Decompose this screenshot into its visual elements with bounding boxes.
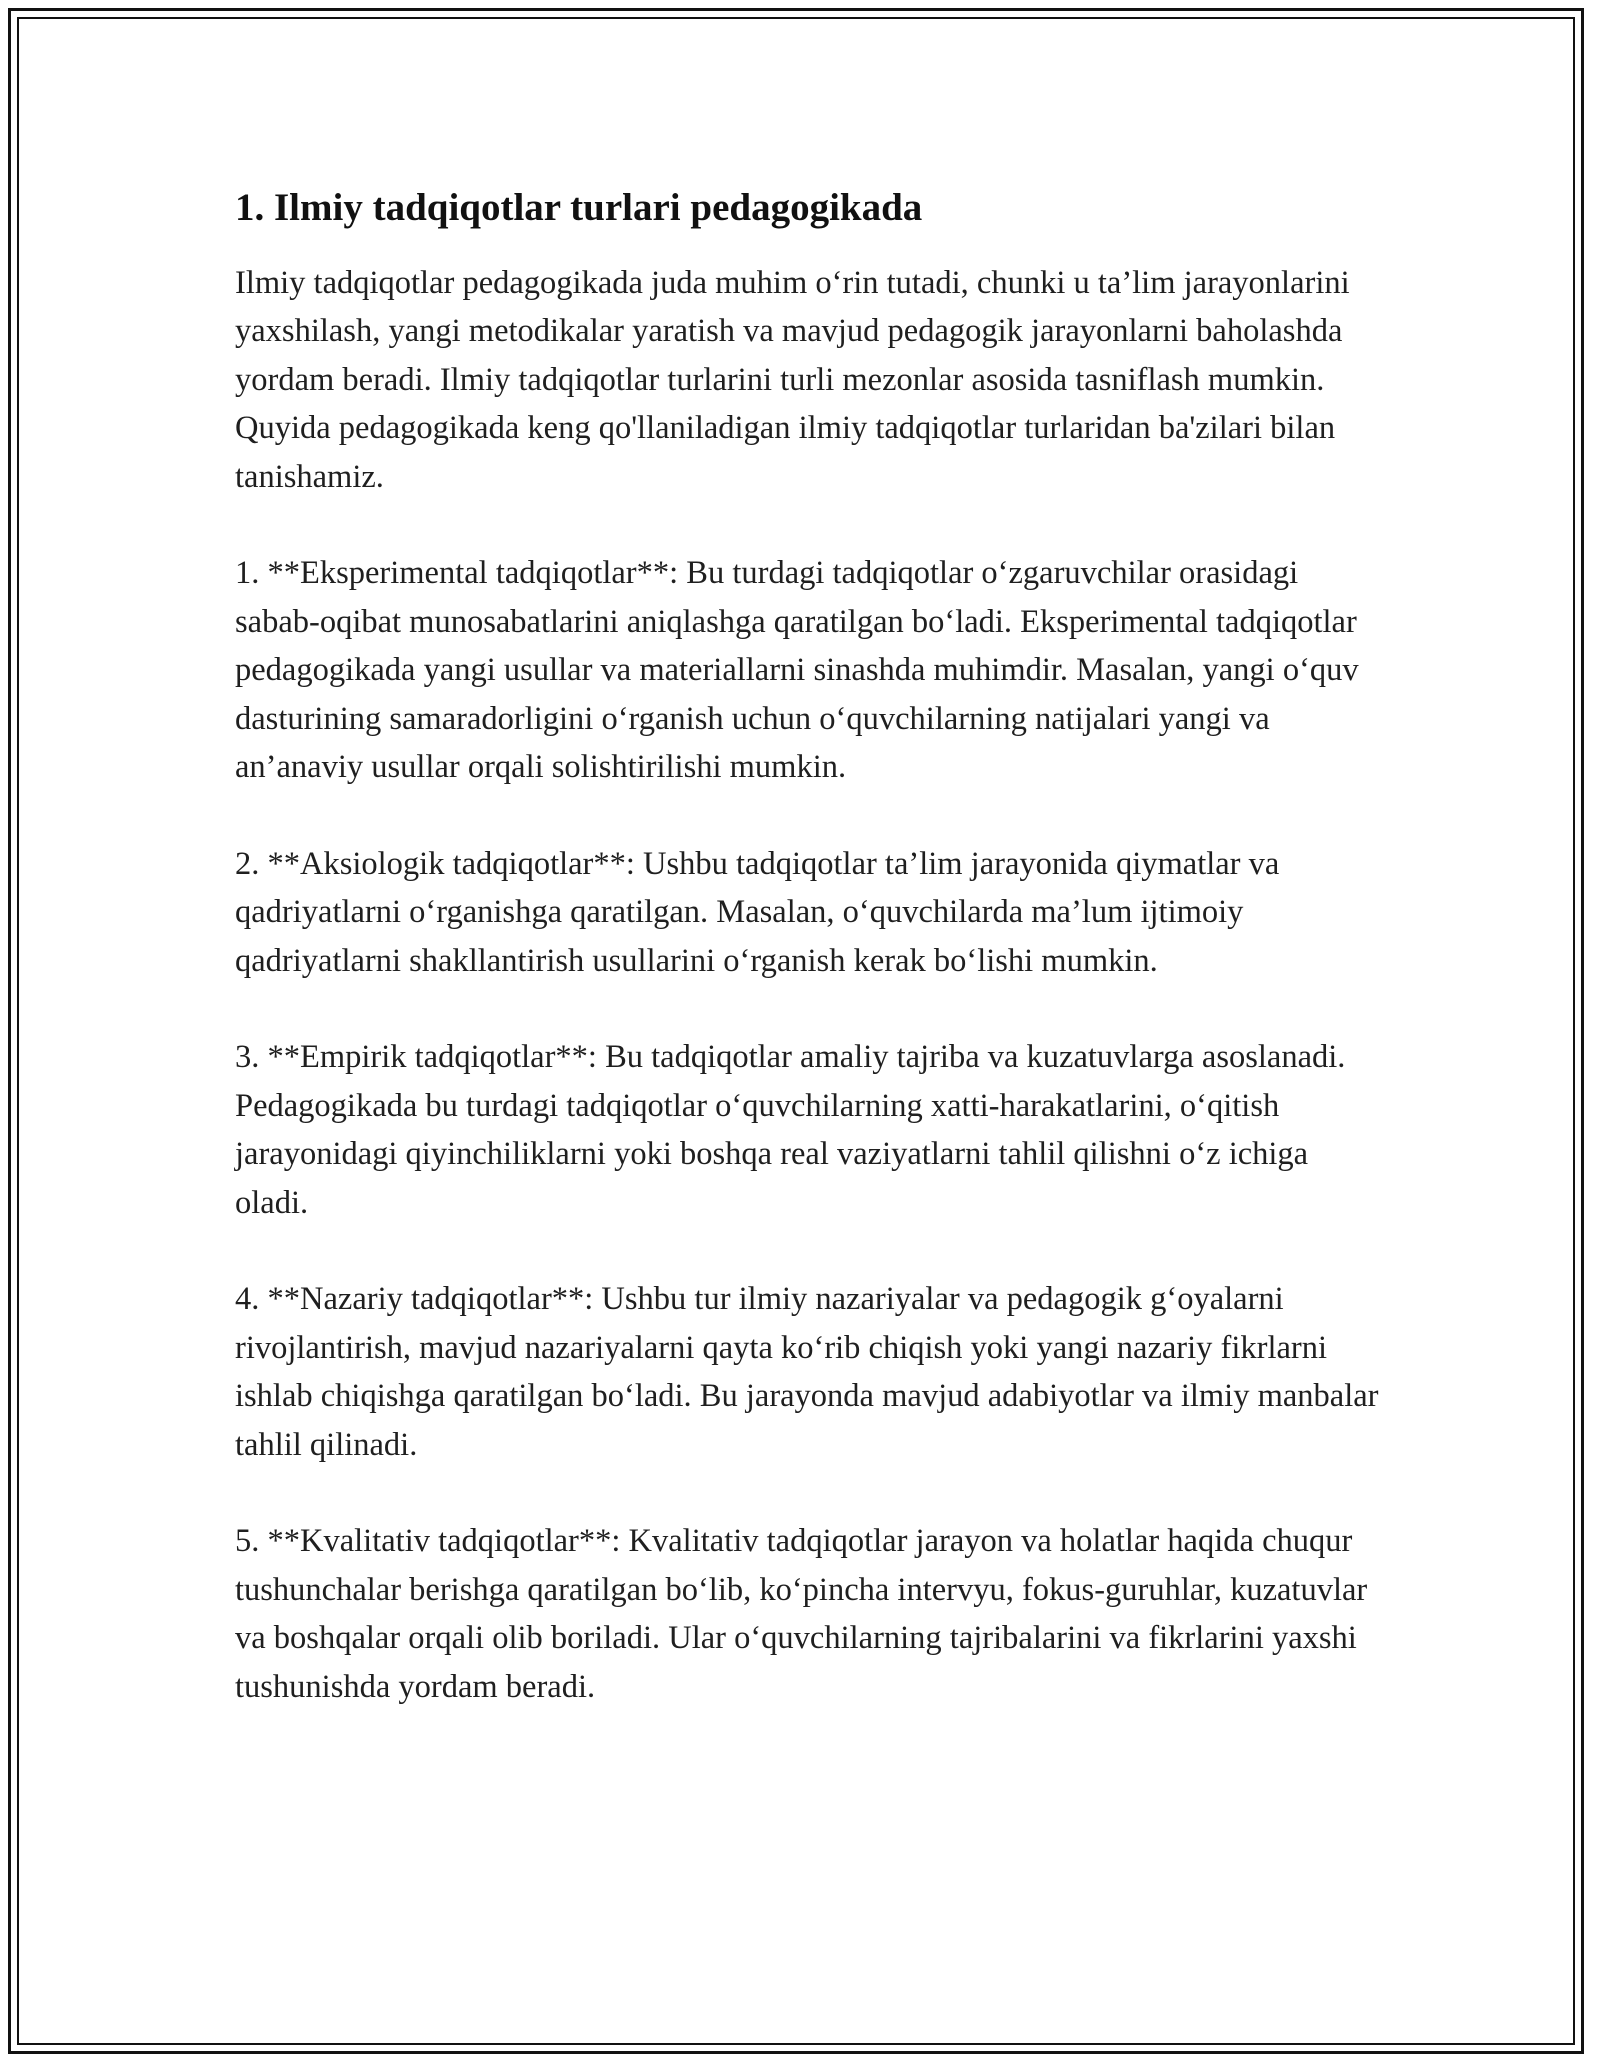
intro-paragraph: Ilmiy tadqiqotlar pedagogikada juda muhim o‘rin tutadi, chunki u ta’lim jarayonlarini yaxshilash, yangi metodikalar yaratish va mavjud pedagogik jarayonlarni baholashda yordam beradi. Ilmiy tadqiqotlar turlarini turli mezonlar asosida tasniflash mumkin. Quyida pedagogikada keng qo'llaniladigan ilmiy tadqiqotlar turlaridan ba'zilari bilan tanishamiz. — [235, 264, 1350, 495]
document-title: 1. Ilmiy tadqiqotlar turlari pedagogikada — [235, 186, 923, 229]
paragraph-theoretical: 4. **Nazariy tadqiqotlar**: Ushbu tur ilmiy nazariyalar va pedagogik g‘oyalarni rivojlantirish, mavjud nazariyalarni qayta ko‘rib chiqish yoki yangi nazariy fikrlarni ishlab chiqishga qaratilgan bo‘ladi. Bu jarayonda mavjud adabiyotlar va ilmiy manbalar tahlil qilinadi. — [235, 1281, 1379, 1463]
paragraph-axiological: 2. **Aksiologik tadqiqotlar**: Ushbu tadqiqotlar ta’lim jarayonida qiymatlar va qadriyatlarni o‘rganishga qaratilgan. Masalan, o‘quvchilarda ma’lum ijtimoiy qadriyatlarni shakllantirish usullarini o‘rganish kerak bo‘lishi mumkin. — [235, 845, 1280, 979]
paragraph-empirical: 3. **Empirik tadqiqotlar**: Bu tadqiqotlar amaliy tajriba va kuzatuvlarga asoslanadi. Pedagogikada bu turdagi tadqiqotlar o‘quvchilarning xatti-harakatlarini, o‘qitish jarayonidagi qiyinchiliklarni yoki boshqa real vaziyatlarni tahlil qilishni o‘z ichiga oladi. — [235, 1039, 1346, 1221]
document-body — [235, 184, 1380, 1759]
paragraph-experimental: 1. **Eksperimental tadqiqotlar**: Bu turdagi tadqiqotlar o‘zgaruvchilar orasidagi sabab-oqibat munosabatlarini aniqlashga qaratilgan bo‘ladi. Eksperimental tadqiqotlar pedagogikada yangi usullar va materiallarni sinashda muhimdir. Masalan, yangi o‘quv dasturining samaradorligini o‘rganish uchun o‘quvchilarning natijalari yangi va an’anaviy usullar orqali solishtirilishi mumkin. — [235, 555, 1359, 786]
paragraph-qualitative: 5. **Kvalitativ tadqiqotlar**: Kvalitativ tadqiqotlar jarayon va holatlar haqida chuqur tushunchalar berishga qaratilgan bo‘lib, ko‘pincha intervyu, fokus-guruhlar, kuzatuvlar va boshqalar orqali olib boriladi. Ular o‘quvchilarning tajribalarini va fikrlarini yaxshi tushunishda yordam beradi. — [235, 1523, 1368, 1705]
